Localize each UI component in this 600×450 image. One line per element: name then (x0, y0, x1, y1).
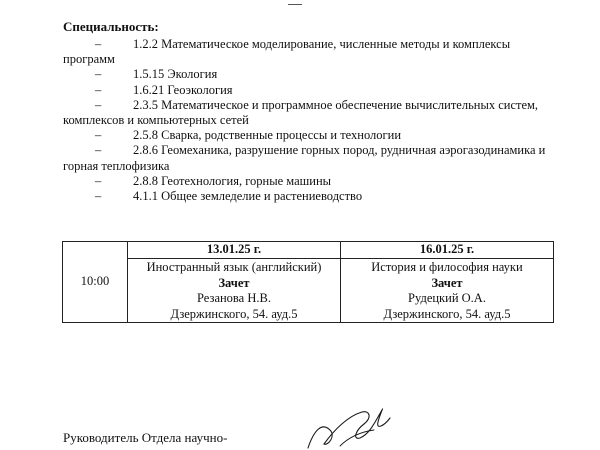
footer-cut-line (63, 446, 243, 450)
exam-schedule-table (62, 241, 554, 323)
list-item (63, 128, 563, 143)
exam-kind: Зачет (218, 275, 250, 290)
list-item (63, 67, 563, 82)
date-cell: 13.01.25 г. (128, 242, 341, 259)
specialty-text: 1.2.2 Математическое моделирование, численные методы и комплексы программ (63, 37, 511, 67)
page-top-mark (288, 0, 302, 5)
table-row (63, 259, 554, 323)
footer-position: Руководитель Отдела научно- (63, 430, 228, 445)
list-dash: – (95, 189, 102, 204)
signature-image (300, 400, 410, 450)
teacher-name: Рудецкий О.А. (408, 291, 486, 305)
list-item (63, 83, 563, 98)
date-cell: 16.01.25 г. (341, 242, 554, 259)
lesson-cell (128, 259, 341, 323)
subject-name: Иностранный язык (английский) (146, 260, 322, 274)
list-item (63, 143, 563, 173)
teacher-name: Резанова Н.В. (197, 291, 271, 305)
specialty-text: 1.6.21 Геоэкология (133, 82, 233, 97)
specialty-heading: Специальность: (63, 19, 159, 34)
list-dash: – (95, 82, 102, 97)
specialty-text: 1.5.15 Экология (133, 67, 218, 82)
specialty-text: 2.8.8 Геотехнология, горные машины (133, 173, 332, 188)
specialty-text: 2.8.6 Геомеханика, разрушение горных пород, рудничная аэрогазодинамика и горная теплофизика (63, 143, 546, 173)
list-dash: – (95, 128, 102, 143)
specialty-text: 4.1.1 Общее земледелие и растениеводство (133, 189, 363, 204)
list-item (63, 174, 563, 189)
list-dash: – (95, 143, 102, 158)
subject-name: История и философия науки (371, 260, 523, 274)
list-dash: – (95, 173, 102, 188)
lesson-cell (341, 259, 554, 323)
specialty-list (63, 37, 563, 204)
room-address: Дзержинского, 54. ауд.5 (383, 306, 511, 321)
room-address: Дзержинского, 54. ауд.5 (170, 306, 298, 321)
list-item (63, 189, 563, 204)
list-dash: – (95, 97, 102, 112)
list-dash: – (95, 37, 102, 51)
time-cell: 10:00 (63, 242, 128, 323)
specialty-text: 2.3.5 Математическое и программное обеспечение вычислительных систем, комплексов и компьютерных сетей (63, 97, 539, 128)
table-row (63, 242, 554, 259)
exam-kind: Зачет (431, 275, 463, 290)
specialty-text: 2.5.8 Сварка, родственные процессы и технологии (133, 128, 402, 143)
list-dash: – (95, 67, 102, 82)
list-item (63, 98, 563, 128)
list-item (63, 37, 563, 67)
